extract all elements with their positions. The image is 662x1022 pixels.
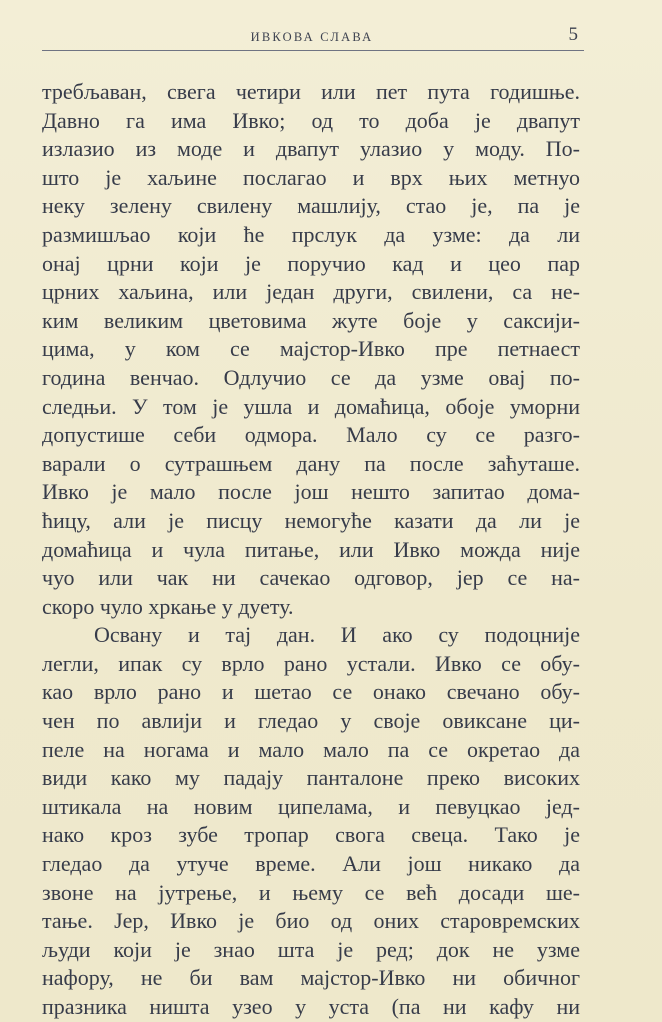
text-line: домаћица и чула питање, или Ивко можда није bbox=[42, 536, 580, 562]
text-line: празника ништа узео у уста (па ни кафу ни bbox=[42, 994, 580, 1019]
text-line: што је хаљине послагао и врх њих метнуо bbox=[42, 164, 580, 190]
text-line: Ивко је мало после још нешто запитао дома- bbox=[42, 479, 580, 505]
text-line: ћицу, али је писцу немогуће казати да ли је bbox=[42, 507, 580, 533]
text-line: чен по авлији и гледао у своје овиксане ци- bbox=[42, 708, 580, 734]
text-line: варали о сутрашњем дану па после заћуташе. bbox=[42, 450, 580, 476]
text-line: цима, у ком се мајстор-Ивко пре петнаест bbox=[42, 336, 580, 362]
text-line: пеле на ногама и мало мало па се окретао да bbox=[42, 736, 580, 762]
text-line: штикала на новим ципелама, и певуцкао јед- bbox=[42, 793, 580, 819]
text-line: онај црни који је поручио кад и цео пар bbox=[42, 250, 580, 276]
text-line: неку зелену свилену машлију, стао је, па је bbox=[42, 193, 580, 219]
text-line: гледао да утуче време. Али још никако да bbox=[42, 851, 580, 877]
running-title: ИВКОВА СЛАВА bbox=[250, 30, 374, 44]
text-line: година венчао. Одлучио се да узме овај по- bbox=[42, 364, 580, 390]
text-line: тање. Јер, Ивко је био од оних старовремских bbox=[42, 908, 580, 934]
text-line: види како му падају панталоне преко високих bbox=[42, 765, 580, 791]
text-line: као врло рано и шетао се онако свечано обу- bbox=[42, 679, 580, 705]
text-line: размишљао који ће прслук да узме: да ли bbox=[42, 221, 580, 247]
body-text bbox=[42, 78, 580, 1022]
page-number: 5 bbox=[568, 24, 578, 45]
text-line: ким великим цветовима жуте боје у саксији- bbox=[42, 307, 580, 333]
text-line: требљаван, свега четири или пет пута годишње. bbox=[42, 79, 580, 104]
text-line: нако кроз зубе тропар свога свеца. Тако је bbox=[42, 822, 580, 848]
text-line: звоне на јутрење, и њему се већ досади ше- bbox=[42, 879, 580, 905]
text-line: црних хаљина, или један други, свилени, са не- bbox=[42, 279, 580, 305]
text-line: допустише себи одмора. Мало су се разго- bbox=[42, 422, 580, 448]
header-rule bbox=[42, 50, 584, 51]
text-line: следњи. У том је ушла и домаћица, обоје уморни bbox=[42, 393, 580, 419]
text-line: људи који је знао шта је ред; док не узме bbox=[42, 936, 580, 962]
paragraph-start-line: Освану и тај дан. И ако су подоцније bbox=[94, 622, 580, 648]
text-line: Давно га има Ивко; од то доба је двапут bbox=[42, 107, 580, 133]
paragraph-end-line: скоро чуло хркање у дуету. bbox=[42, 593, 294, 619]
text-line: чуо или чак ни сачекао одговор, јер се на- bbox=[42, 565, 580, 591]
text-line: излазио из моде и двапут улазио у моду. По- bbox=[42, 136, 580, 162]
page-header bbox=[42, 26, 582, 48]
text-line: нафору, не би вам мајстор-Ивко ни обичног bbox=[42, 965, 580, 991]
text-line: легли, ипак су врло рано устали. Ивко се обу- bbox=[42, 650, 580, 676]
